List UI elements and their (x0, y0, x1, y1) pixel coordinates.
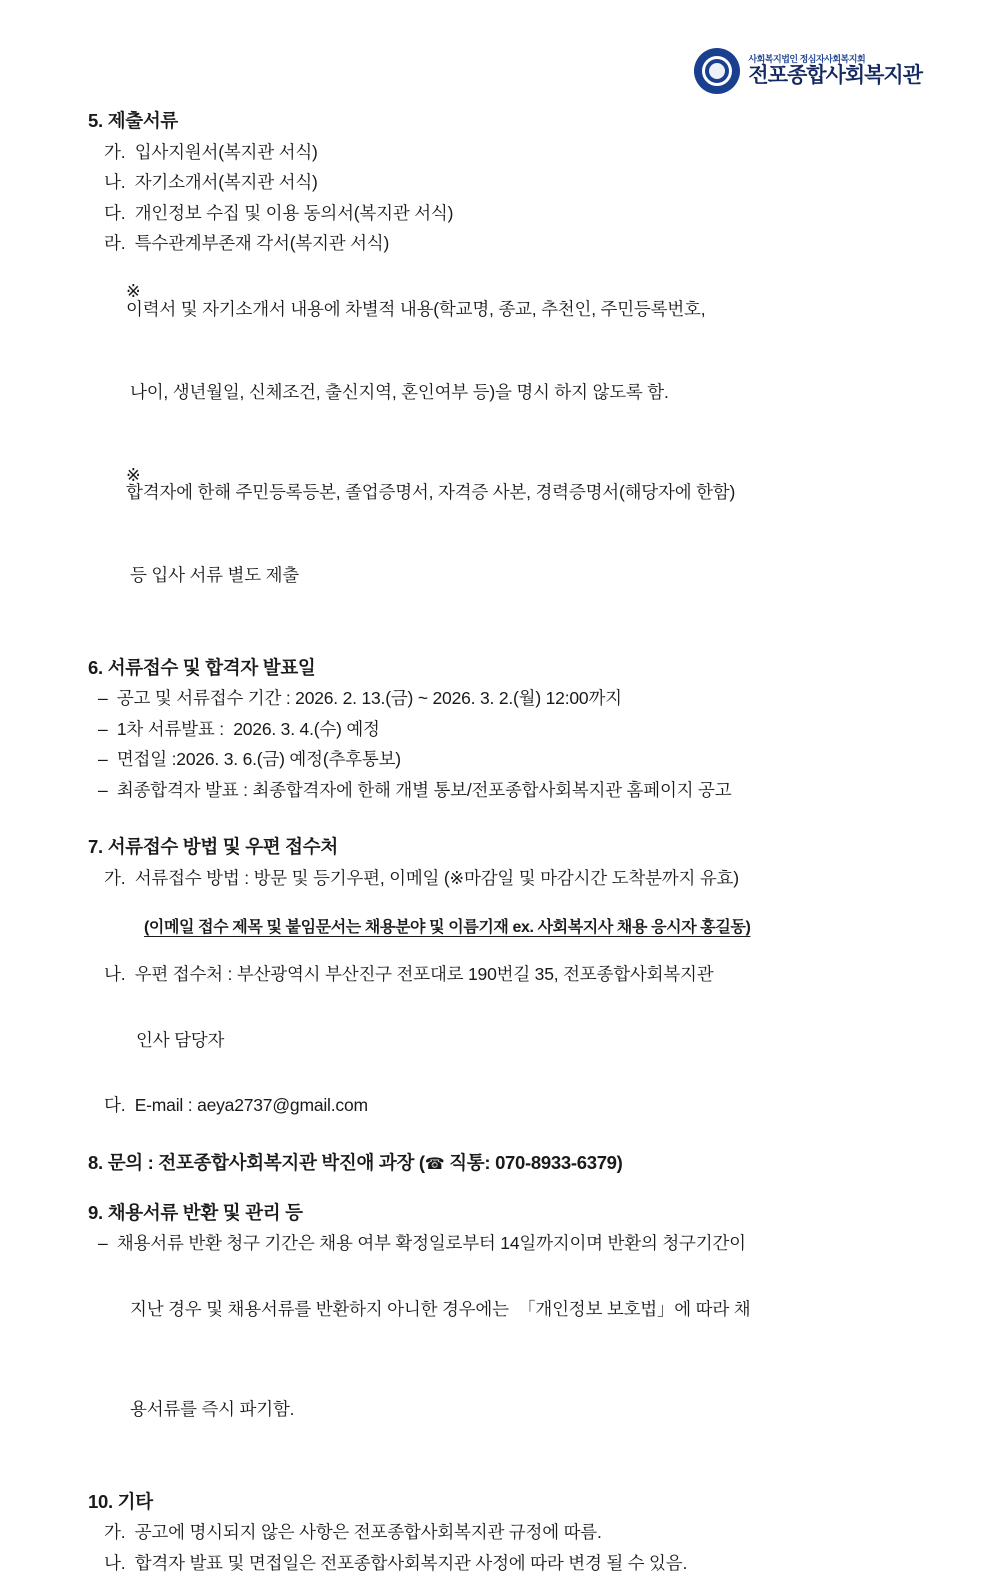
section-6-item-3: – 면접일 :2026. 3. 6.(금) 예정(추후통보) (98, 749, 401, 769)
section-7-title: 서류접수 방법 및 우편 접수처 (107, 836, 338, 857)
section-10-title: 기타 (117, 1490, 153, 1512)
section-9-line-3-text: 용서류를 즉시 파기함. (130, 1399, 295, 1419)
section-6-title: 서류접수 및 합격자 발표일 (107, 656, 316, 678)
section-9-line-3 (98, 1366, 930, 1454)
section-5-item-d: 라. 특수관계부존재 각서(복지관 서식) (104, 233, 390, 253)
spacer (80, 1467, 930, 1493)
section-6-heading (88, 656, 930, 678)
section-10-number: 10. (88, 1490, 113, 1512)
note-mark-1: ※ (125, 281, 141, 301)
telephone-icon: ☎ (424, 1155, 445, 1173)
logo-subtitle: 사회복지법인 정심자사회복지회 (748, 54, 866, 65)
section-6-item-1: – 공고 및 서류접수 기간 : 2026. 2. 13.(금) ~ 2026. 3. 2.(월) 12:00까지 (98, 688, 622, 708)
section-10-heading (88, 1490, 930, 1512)
organization-logo (694, 48, 922, 94)
section-10-item-b: 나. 합격자 발표 및 면접일은 전포종합사회복지관 사정에 따라 변경 될 수 있음. (104, 1552, 688, 1573)
section-8-title-suffix: 직통: 070-8933-6379) (444, 1151, 623, 1173)
document-body (80, 112, 930, 1572)
section-9-line-2 (98, 1266, 930, 1354)
note-1-line-2: 나이, 생년월일, 신체조건, 출신지역, 혼인여부 등)을 명시 하지 않도록 함. (130, 381, 669, 402)
section-7-item-b: 나. 우편 접수처 : 부산광역시 부산진구 전포대로 190번길 35, 전포종합사회복지관 (104, 964, 714, 984)
spacer (80, 1128, 930, 1154)
section-7-item-c: 다. E-mail : aeya2737@gmail.com (104, 1095, 368, 1115)
section-7-heading (88, 838, 930, 857)
logo-title: 전포종합사회복지관 (748, 63, 922, 87)
section-8-heading (88, 1151, 930, 1173)
section-5-item-c: 다. 개인정보 수집 및 이용 동의서(복지관 서식) (104, 202, 454, 223)
section-7-item-b-line2: 인사 담당자 (136, 1029, 225, 1050)
section-5-note-1 (98, 266, 930, 336)
section-7-emphasis-wrapper (80, 900, 930, 953)
section-5-note-2-cont (98, 532, 930, 620)
section-6-item-4: – 최종합격자 발표 : 최종합격자에 한해 개별 통보/전포종합사회복지관 홈페이지 공고 (98, 779, 732, 800)
section-5-item-a: 가. 입사지원서(복지관 서식) (104, 141, 318, 162)
section-5-item-b: 나. 자기소개서(복지관 서식) (104, 172, 318, 192)
section-8-title-prefix: 문의 : 전포종합사회복지관 박진애 과장 ( (107, 1151, 425, 1173)
spacer (80, 633, 930, 659)
logo-text (748, 55, 922, 86)
section-10-item-a: 가. 공고에 명시되지 않은 사항은 전포종합사회복지관 규정에 따름. (104, 1522, 602, 1542)
section-5-heading (88, 112, 930, 131)
section-6-item-2: – 1차 서류발표 : 2026. 3. 4.(수) 예정 (98, 718, 380, 739)
section-5-note-2 (98, 449, 930, 519)
section-8-number: 8. (88, 1151, 103, 1173)
section-9-line-2-text: 지난 경우 및 채용서류를 반환하지 아니한 경우에는 「개인정보 보호법」에 따라 채 (130, 1298, 751, 1319)
section-9-number: 9. (88, 1201, 103, 1223)
section-9-line-1: – 채용서류 반환 청구 기간은 채용 여부 확정일로부터 14일까지이며 반환의 청구기간이 (98, 1233, 746, 1253)
section-9-heading (88, 1201, 930, 1223)
section-9-title: 채용서류 반환 및 관리 등 (107, 1201, 303, 1223)
note-1-line-1: 이력서 및 자기소개서 내용에 차별적 내용(학교명, 종교, 추천인, 주민등록번호, (125, 298, 706, 319)
circle-emblem-icon (694, 48, 740, 94)
note-2-line-1: 합격자에 한해 주민등록등본, 졸업증명서, 자격증 사본, 경력증명서(해당자에 한함) (125, 482, 736, 502)
section-5-number: 5. (88, 110, 103, 131)
section-5-note-1-cont (98, 349, 930, 437)
section-5-title: 제출서류 (107, 110, 178, 131)
section-7-item-a: 가. 서류접수 방법 : 방문 및 등기우편, 이메일 (※마감일 및 마감시간 도착분까지 유효) (104, 867, 739, 888)
note-mark-2: ※ (125, 464, 141, 485)
section-7-number: 7. (88, 836, 103, 857)
spacer (80, 812, 930, 838)
section-7-item-b-cont (104, 997, 930, 1085)
section-7-emphasis: (이메일 접수 제목 및 붙임문서는 채용분야 및 이름기재 ex. 사회복지사 채용 응시자 홍길동) (143, 918, 751, 936)
section-6-number: 6. (88, 656, 103, 678)
note-2-line-2: 등 입사 서류 별도 제출 (130, 565, 299, 585)
